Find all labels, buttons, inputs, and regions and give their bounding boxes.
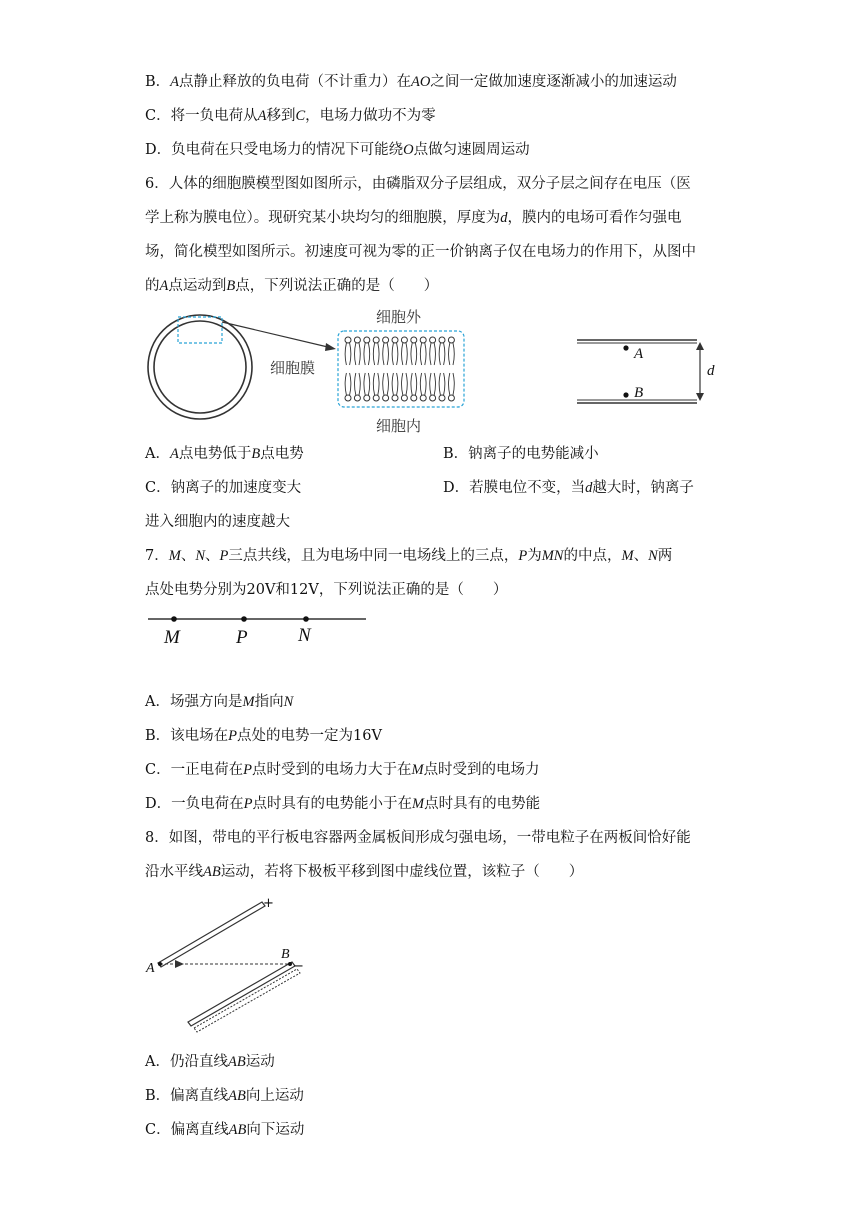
q6-stem-line-4: 的A点运动到B点，下列说法正确的是（ ） bbox=[145, 278, 439, 294]
lower-plate bbox=[188, 962, 295, 1026]
q8-stem-line-1: 8．如图，带电的平行板电容器两金属板间形成匀强电场，一带电粒子在两板间恰好能 bbox=[145, 830, 691, 846]
point-n-dot bbox=[303, 616, 309, 622]
phospholipid-tail bbox=[415, 373, 416, 395]
q8-capacitor-figure bbox=[140, 890, 320, 1040]
cell-outer-circle bbox=[148, 315, 252, 419]
phospholipid-tail bbox=[453, 373, 454, 395]
point-p-dot bbox=[241, 616, 247, 622]
q6-option-a: A．A点电势低于B点电势 bbox=[145, 446, 304, 462]
phospholipid-tail bbox=[411, 343, 412, 365]
phospholipid-tail bbox=[415, 343, 416, 365]
phospholipid-head bbox=[392, 395, 398, 401]
phospholipid-head bbox=[364, 337, 370, 343]
q6-stem-line-1: 6．人体的细胞膜模型图如图所示，由磷脂双分子层组成，双分子层之间存在电压（医 bbox=[145, 176, 691, 192]
phospholipid-head bbox=[354, 337, 360, 343]
phospholipid-head bbox=[345, 337, 351, 343]
phospholipid-head bbox=[383, 395, 389, 401]
phospholipid-head bbox=[411, 395, 417, 401]
q8-stem-line-2: 沿水平线AB运动，若将下极板平移到图中虚线位置，该粒子（ ） bbox=[145, 864, 584, 880]
q8-option-a: A．仍沿直线AB运动 bbox=[145, 1054, 275, 1070]
label-minus: − bbox=[293, 959, 304, 974]
phospholipid-tail bbox=[449, 343, 450, 365]
phospholipid-tail bbox=[444, 373, 445, 395]
label-membrane: 细胞膜 bbox=[270, 359, 316, 377]
q7-option-d: D．一负电荷在P点时具有的电势能小于在M点时具有的电势能 bbox=[145, 796, 541, 812]
phospholipid-head bbox=[430, 395, 436, 401]
q6-option-b: B．钠离子的电势能减小 bbox=[443, 446, 599, 462]
phospholipid-head bbox=[401, 337, 407, 343]
phospholipid-tail bbox=[439, 373, 440, 395]
phospholipid-tail bbox=[420, 343, 421, 365]
phospholipid-tail bbox=[373, 343, 374, 365]
d-arrow-bottom bbox=[696, 393, 704, 401]
point-a-dot bbox=[158, 962, 162, 966]
phospholipid-head bbox=[420, 337, 426, 343]
q6-option-c: C．钠离子的加速度变大 bbox=[145, 480, 302, 496]
point-b-dot bbox=[623, 392, 628, 397]
phospholipid-tail bbox=[411, 373, 412, 395]
point-b-dot bbox=[288, 962, 292, 966]
phospholipid-tail bbox=[345, 373, 346, 395]
label-outside: 细胞外 bbox=[376, 308, 422, 326]
phospholipid-tail bbox=[444, 343, 445, 365]
phospholipid-tail bbox=[430, 343, 431, 365]
phospholipid-head bbox=[383, 337, 389, 343]
phospholipid-tail bbox=[402, 343, 403, 365]
phospholipid-tail bbox=[383, 373, 384, 395]
phospholipid-tail bbox=[350, 373, 351, 395]
q5-option-b: B．A点静止释放的负电荷（不计重力）在AO之间一定做加速度逐渐减小的加速运动 bbox=[145, 74, 677, 90]
upper-plate bbox=[158, 902, 265, 967]
d-arrow-top bbox=[696, 342, 704, 350]
phospholipid-tail bbox=[425, 373, 426, 395]
phospholipid-head bbox=[448, 395, 454, 401]
phospholipid-tail bbox=[368, 343, 369, 365]
phospholipid-tail bbox=[430, 373, 431, 395]
phospholipid-head bbox=[430, 337, 436, 343]
zoom-arrow bbox=[222, 322, 332, 348]
phospholipid-head bbox=[373, 395, 379, 401]
phospholipid-tail bbox=[392, 343, 393, 365]
phospholipid-tail bbox=[406, 373, 407, 395]
label-p: P bbox=[236, 627, 248, 648]
phospholipid-head bbox=[345, 395, 351, 401]
label-a: A bbox=[146, 961, 155, 976]
phospholipid-tail bbox=[420, 373, 421, 395]
phospholipid-tail bbox=[434, 343, 435, 365]
phospholipid-tail bbox=[387, 373, 388, 395]
phospholipid-head bbox=[448, 337, 454, 343]
phospholipid-tail bbox=[453, 343, 454, 365]
phospholipid-head bbox=[401, 395, 407, 401]
phospholipid-tail bbox=[402, 373, 403, 395]
cell-inner-circle bbox=[154, 321, 246, 413]
label-a: A bbox=[634, 346, 644, 362]
point-a-dot bbox=[623, 345, 628, 350]
phospholipid-tail bbox=[449, 373, 450, 395]
phospholipid-tail bbox=[434, 373, 435, 395]
q7-stem-line-1: 7．M、N、P三点共线，且为电场中同一电场线上的三点，P为MN的中点，M、N两 bbox=[145, 548, 673, 564]
phospholipid-head bbox=[439, 337, 445, 343]
phospholipid-head bbox=[439, 395, 445, 401]
q6-cell-membrane-figure bbox=[140, 300, 740, 440]
label-plus: + bbox=[263, 896, 274, 911]
q6-option-d: D．若膜电位不变，当d越大时，钠离子 bbox=[443, 480, 694, 496]
phospholipid-tail bbox=[387, 343, 388, 365]
phospholipid-tail bbox=[397, 373, 398, 395]
phospholipid-tail bbox=[392, 373, 393, 395]
label-b: B bbox=[281, 947, 290, 962]
phospholipid-tail bbox=[350, 343, 351, 365]
phospholipid-head bbox=[373, 337, 379, 343]
q7-stem-line-2: 点处电势分别为20V和12V，下列说法正确的是（ ） bbox=[145, 582, 508, 598]
q7-option-c: C．一正电荷在P点时受到的电场力大于在M点时受到的电场力 bbox=[145, 762, 540, 778]
phospholipid-tail bbox=[373, 373, 374, 395]
q7-option-a: A．场强方向是M指向N bbox=[145, 694, 294, 710]
q6-option-d-continued: 进入细胞内的速度越大 bbox=[145, 514, 290, 530]
phospholipid-tail bbox=[355, 343, 356, 365]
label-d: d bbox=[707, 363, 715, 379]
zoom-arrowhead bbox=[325, 343, 336, 351]
phospholipid-tail bbox=[345, 343, 346, 365]
label-b: B bbox=[634, 385, 644, 401]
q6-stem-line-3: 场，简化模型如图所示。初速度可视为零的正一价钠离子仅在电场力的作用下，从图中 bbox=[145, 244, 696, 260]
phospholipid-tail bbox=[368, 373, 369, 395]
q5-option-d: D．负电荷在只受电场力的情况下可能绕O点做匀速圆周运动 bbox=[145, 142, 530, 158]
phospholipid-tail bbox=[397, 343, 398, 365]
phospholipid-tail bbox=[383, 343, 384, 365]
shifted-lower-plate bbox=[194, 969, 300, 1032]
label-n: N bbox=[298, 625, 311, 646]
phospholipid-head bbox=[364, 395, 370, 401]
point-m-dot bbox=[171, 616, 177, 622]
label-m: M bbox=[164, 627, 180, 648]
phospholipid-tail bbox=[378, 343, 379, 365]
phospholipid-head bbox=[354, 395, 360, 401]
phospholipid-tail bbox=[359, 373, 360, 395]
phospholipid-bilayer bbox=[345, 337, 454, 401]
label-inside: 细胞内 bbox=[376, 417, 422, 435]
phospholipid-head bbox=[420, 395, 426, 401]
phospholipid-tail bbox=[406, 343, 407, 365]
phospholipid-head bbox=[411, 337, 417, 343]
q7-field-line-figure bbox=[140, 605, 380, 650]
phospholipid-tail bbox=[359, 343, 360, 365]
phospholipid-head bbox=[392, 337, 398, 343]
q8-option-b: B．偏离直线AB向上运动 bbox=[145, 1088, 304, 1104]
q8-option-c: C．偏离直线AB向下运动 bbox=[145, 1122, 305, 1138]
phospholipid-tail bbox=[364, 373, 365, 395]
trajectory-arrowhead bbox=[175, 960, 184, 968]
q6-stem-line-2: 学上称为膜电位）。现研究某小块均匀的细胞膜，厚度为d，膜内的电场可看作匀强电 bbox=[145, 210, 682, 226]
q7-option-b: B．该电场在P点处的电势一定为16V bbox=[145, 728, 382, 744]
q5-option-c: C．将一负电荷从A移到C，电场力做功不为零 bbox=[145, 108, 436, 124]
phospholipid-tail bbox=[355, 373, 356, 395]
phospholipid-tail bbox=[439, 343, 440, 365]
phospholipid-tail bbox=[425, 343, 426, 365]
phospholipid-tail bbox=[364, 343, 365, 365]
phospholipid-tail bbox=[378, 373, 379, 395]
